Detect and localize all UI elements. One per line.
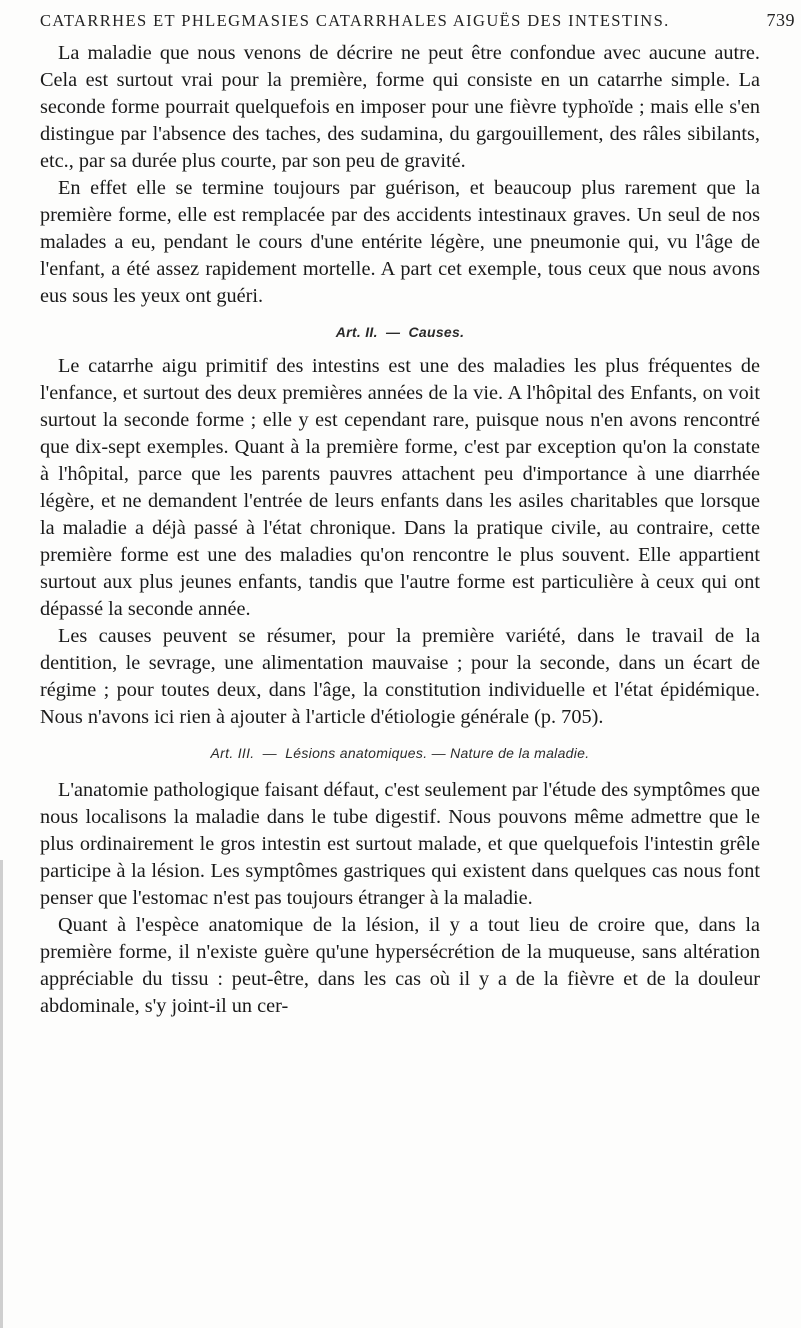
paragraph: Le catarrhe aigu primitif des intestins est une des maladies les plus fréquentes de l'enfance, et surtout des deux premières années de la vie. A l'hôpital des Enfants, on voit surtout la seconde forme ; elle y est cependant rare, puisque nous n'en avons rencontré que dix-sept exemples. Quant à la première forme, c'est par exception qu'on la constate à l'hôpital, parce que les parents pauvres attachent peu d'importance à une diarrhée légère, et ne demandent l'entrée de leurs enfants dans les asiles charitables que lorsque la maladie a déjà passé à l'état chronique. Dans la pratique civile, au contraire, cette première forme est une des maladies qu'on rencontre le plus souvent. Elle appartient surtout aux plus jeunes enfants, tandis que l'autre forme est particulière à ceux qui ont dépassé la seconde année. xyxy=(40,355,760,620)
page-number: 739 xyxy=(766,10,795,30)
section-separator: — xyxy=(262,745,277,761)
paragraph: Quant à l'espèce anatomique de la lésion, il y a tout lieu de croire que, dans la première forme, il n'existe guère qu'une hypersécrétion de la muqueuse, sans altération appréciable du tissu : peut-être, dans les cas où il y a de la fièvre et de la douleur abdominale, s'y joint-il un cer- xyxy=(40,914,760,1017)
section-number: Art. III. xyxy=(210,745,255,761)
running-head-title: CATARRHES ET PHLEGMASIES CATARRHALES AIGUËS DES INTESTINS. xyxy=(40,11,670,30)
section-separator: — xyxy=(385,324,401,340)
paragraph: En effet elle se termine toujours par guérison, et beaucoup plus rarement que la première forme, elle est remplacée par des accidents intestinaux graves. Un seul de nos malades a eu, pendant le cours d'une entérite légère, une pneumonie qui, vu l'âge de l'enfant, a été assez rapidement mortelle. A part cet exemple, tous ceux que nous avons eus sous les yeux ont guéri. xyxy=(40,177,760,307)
page-edge-shadow xyxy=(0,860,3,1328)
section-heading-causes xyxy=(40,324,760,340)
section-number: Art. II. xyxy=(335,324,378,340)
section-title: Lésions anatomiques. — Nature de la maladie. xyxy=(285,745,590,761)
running-head xyxy=(40,10,795,36)
body-text xyxy=(40,40,760,1020)
paragraph: Les causes peuvent se résumer, pour la première variété, dans le travail de la dentition, le sevrage, une alimentation mauvaise ; pour la seconde, dans un écart de régime ; pour toutes deux, dans l'âge, la constitution individuelle et l'état épidémique. Nous n'avons ici rien à ajouter à l'article d'étiologie générale (p. 705). xyxy=(40,625,760,728)
section-title: Causes. xyxy=(408,324,465,340)
paragraph: L'anatomie pathologique faisant défaut, c'est seulement par l'étude des symptômes que nous localisons la maladie dans le tube digestif. Nous pouvons même admettre que le plus ordinairement le gros intestin est surtout malade, et que quelquefois l'intestin grêle participe à la lésion. Les symptômes gastriques qui existent dans quelques cas nous font penser que l'estomac n'est pas toujours étranger à la maladie. xyxy=(40,779,761,909)
section-heading-lesions xyxy=(40,745,760,761)
paragraph: La maladie que nous venons de décrire ne peut être confondue avec aucune autre. Cela est surtout vrai pour la première, forme qui consiste en un catarrhe simple. La seconde forme pourrait quelquefois en imposer pour une fièvre typhoïde ; mais elle s'en distingue par l'absence des taches, des sudamina, du gargouillement, des râles sibilants, etc., par sa durée plus courte, par son peu de gravité. xyxy=(40,42,760,172)
